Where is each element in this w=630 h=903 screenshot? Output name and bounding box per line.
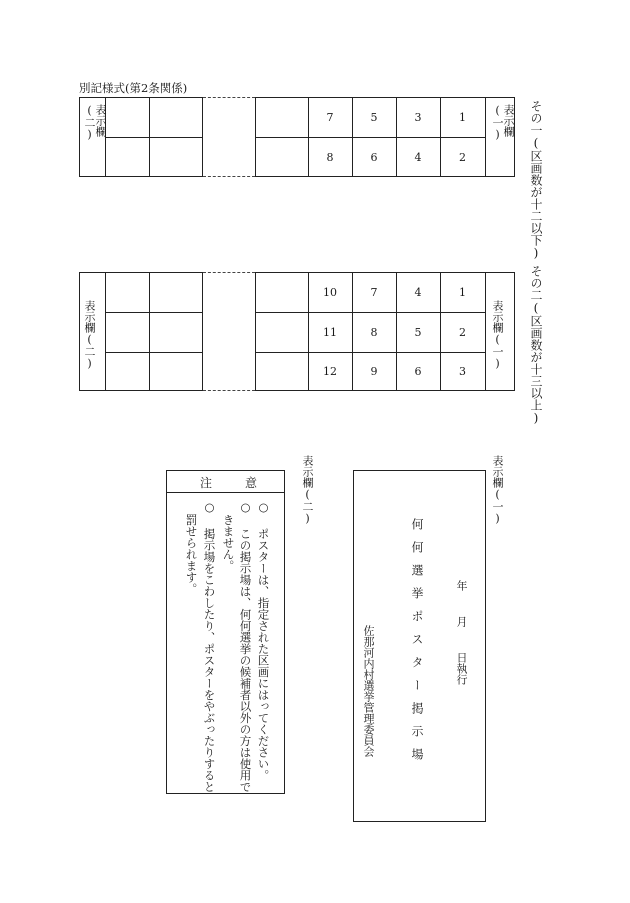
table1-cell: 1	[459, 110, 466, 124]
panel1-committee: 佐那河内村選挙管理委員会	[362, 625, 375, 757]
panel2-heading-divider	[166, 492, 285, 493]
table1-cell: 3	[414, 110, 422, 124]
table2-left-frame	[79, 272, 203, 391]
table2-caption: その二(区画数が十三以上)	[529, 265, 543, 425]
table2-cell: 7	[370, 285, 378, 299]
table2-gap-bottom	[203, 390, 255, 391]
table2-cell: 12	[323, 365, 337, 378]
table1-cell: 2	[459, 150, 466, 164]
notice-item-continued: きません。	[221, 514, 236, 572]
table1-label-left: 表示欄(二)	[83, 104, 107, 141]
table1-gap-top	[203, 97, 255, 98]
table2-cell: 11	[323, 325, 337, 339]
table1-caption: その一(区画数が十二以下)	[529, 100, 543, 260]
panel1-date-line: 年 月 日執行	[455, 580, 468, 685]
form-title: 別記様式(第2条関係)	[79, 81, 188, 95]
table1-cell: 6	[370, 150, 378, 164]
table2-cell: 2	[459, 325, 466, 339]
table2-cell: 6	[414, 365, 422, 378]
table2-label-left: 表示欄(二)	[83, 300, 96, 370]
table2-cell: 3	[459, 365, 466, 378]
notice-item-continued: 罰せられます。	[184, 514, 199, 595]
table2-cell: 10	[323, 285, 337, 299]
panel1-title: 何何選挙ポスター掲示場	[410, 518, 424, 771]
notice-item: ○ この掲示場は、何何選挙の候補者以外の方は使用で	[238, 500, 253, 793]
table2-cell: 9	[370, 365, 378, 378]
table2-cell: 5	[414, 325, 422, 339]
table2-cell: 1	[459, 285, 466, 299]
table1-cell: 7	[326, 110, 334, 124]
table2-label-right: 表示欄(一)	[491, 300, 504, 370]
table1-cell: 5	[370, 110, 378, 124]
table2-gap-top	[203, 272, 255, 273]
panel2-heading-b: 意	[245, 476, 258, 490]
table1-label-right: 表示欄(一)	[491, 104, 515, 141]
notice-item: ○ 掲示場をこわしたり、ポスターをやぶったりすると	[202, 500, 217, 793]
notice-item: ○ ポスターは、指定された区画にはってください。	[256, 500, 271, 781]
table2-cell: 8	[370, 325, 378, 339]
panel2-heading-a: 注	[200, 476, 213, 490]
table1-cell: 4	[414, 150, 422, 164]
table1-cell: 8	[326, 150, 334, 164]
table1-gap-bottom	[203, 176, 255, 177]
panel2-label: 表示欄(二)	[301, 455, 314, 525]
table2-cell: 4	[414, 285, 422, 299]
panel1-label: 表示欄(一)	[491, 455, 504, 525]
